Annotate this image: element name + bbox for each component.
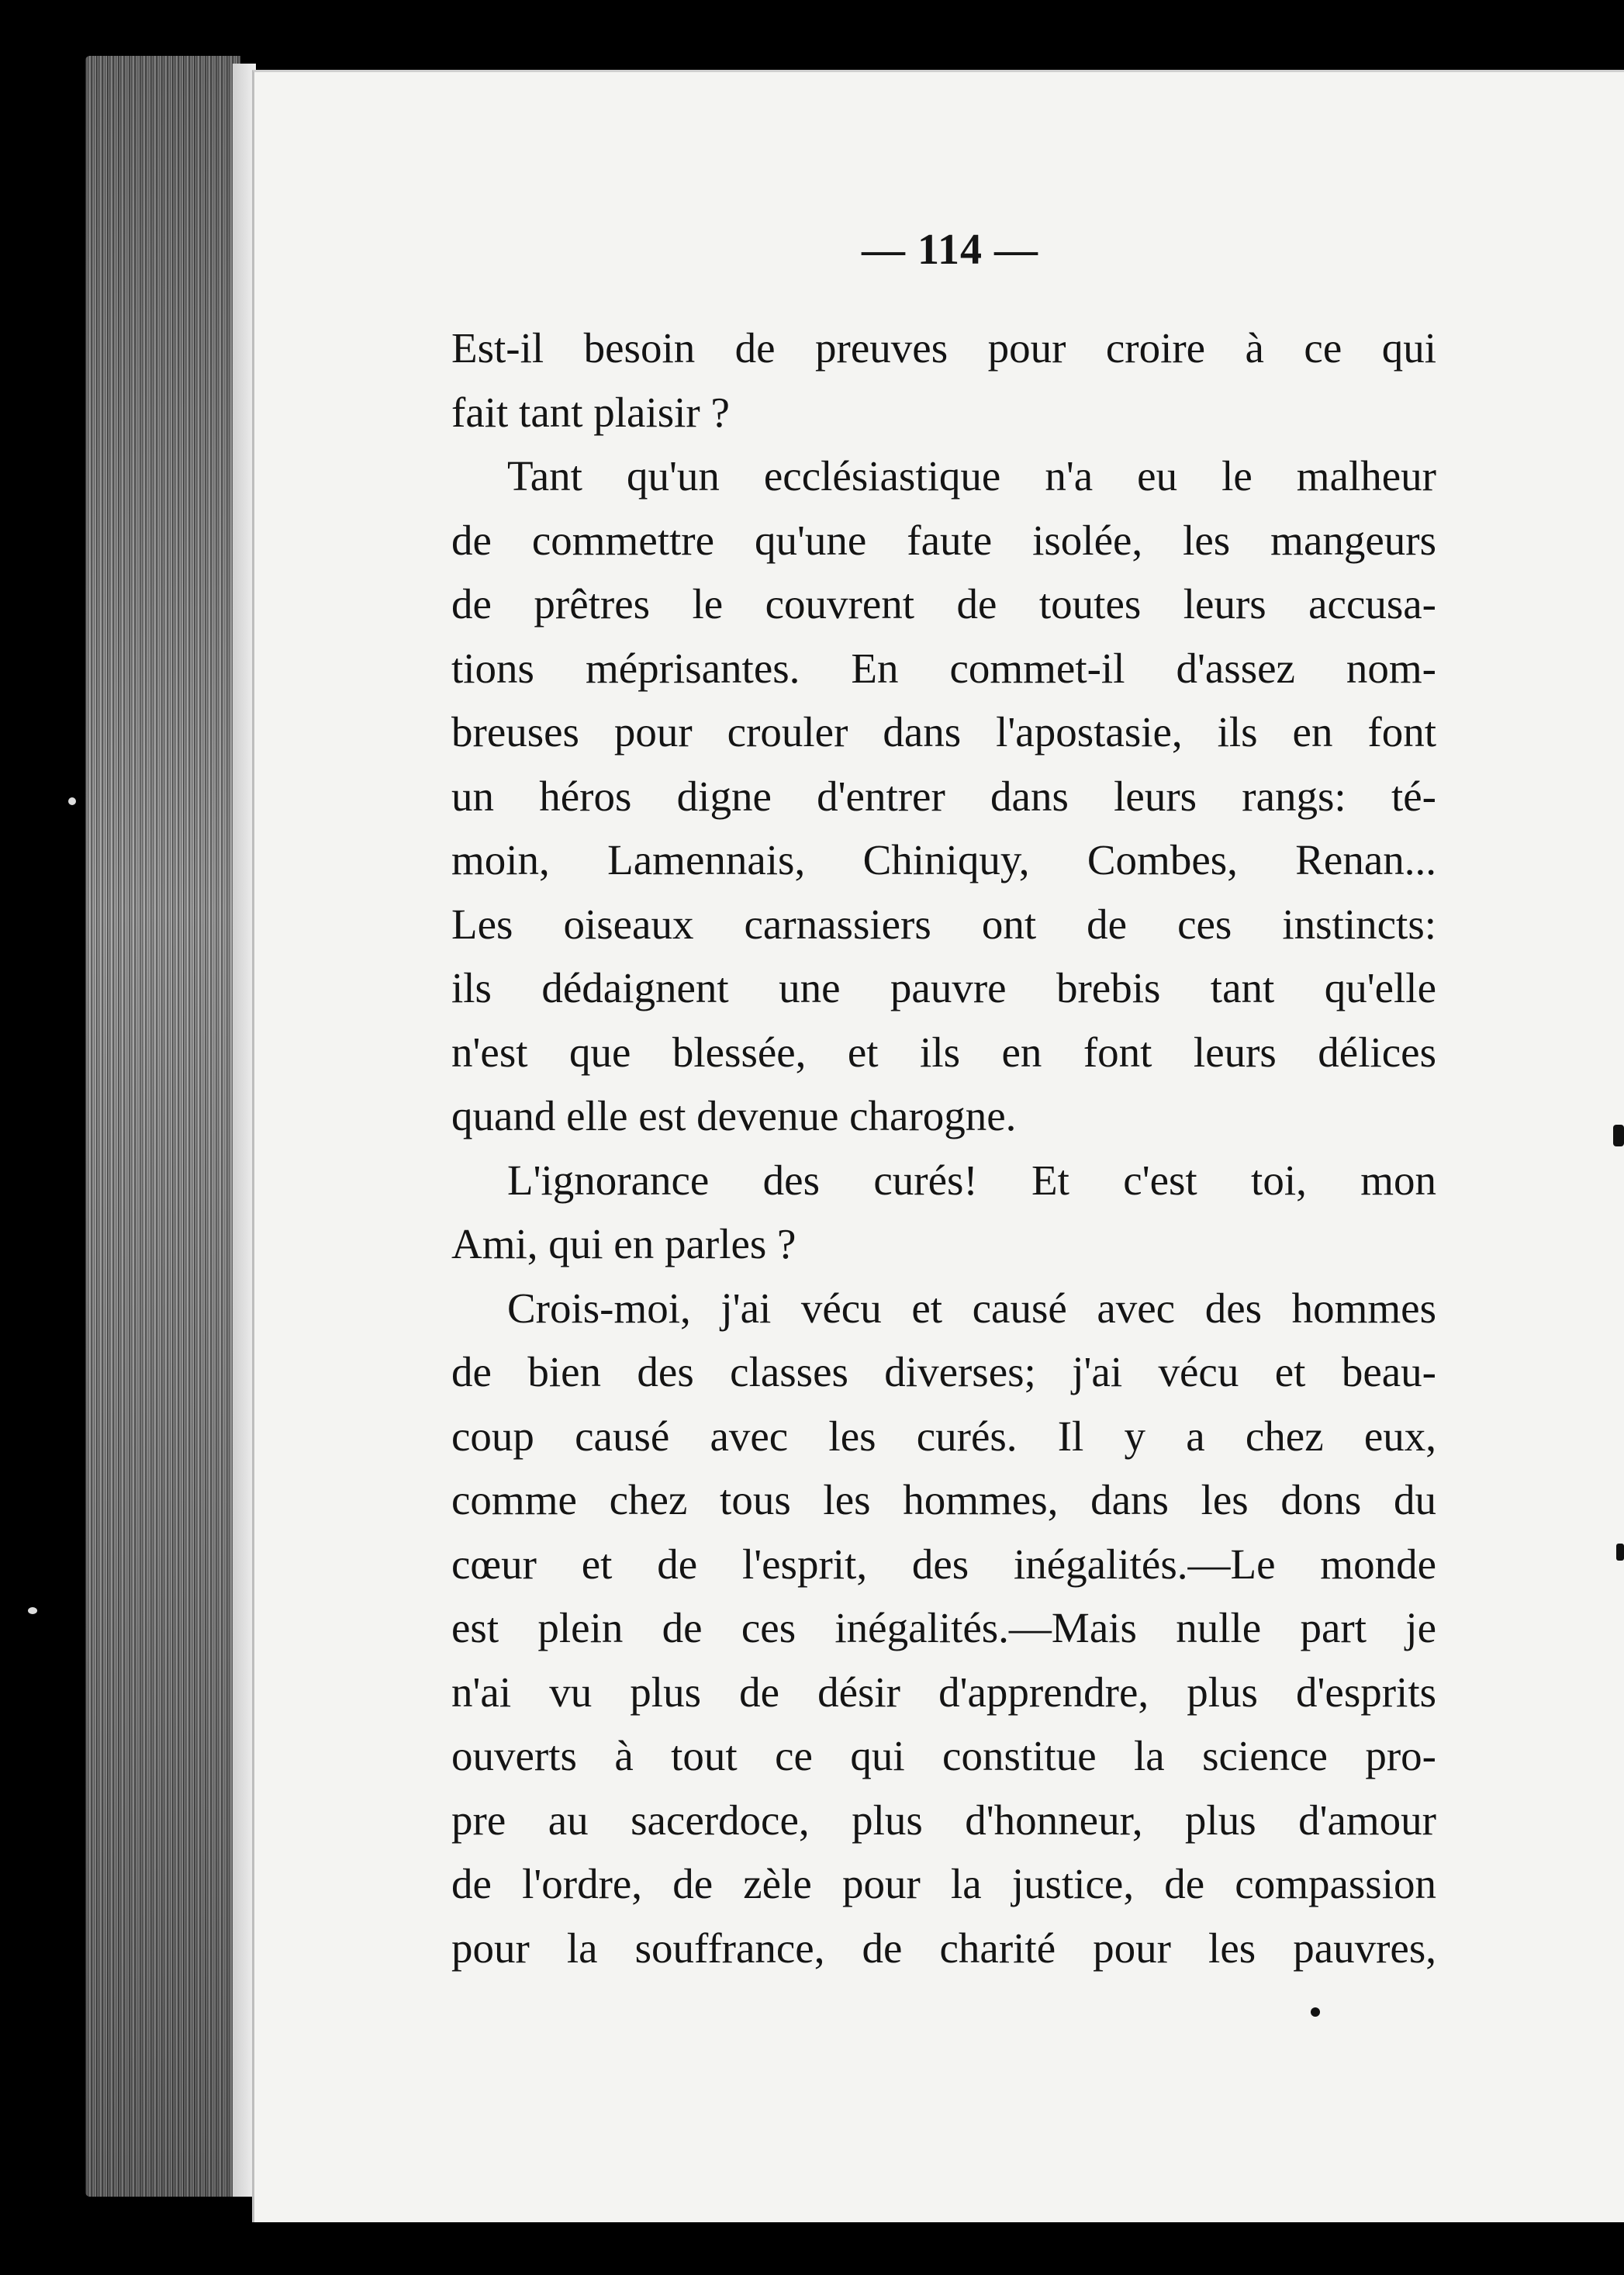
text-line: Ami, qui en parles ? bbox=[451, 1220, 796, 1267]
scan-mark bbox=[1616, 1544, 1624, 1561]
text-line: comme chez tous les hommes, dans les dons du bbox=[451, 1476, 1436, 1523]
text-line: de l'ordre, de zèle pour la justice, de compassion bbox=[451, 1860, 1436, 1907]
text-line: de bien des classes diverses; j'ai vécu et beau- bbox=[451, 1348, 1436, 1395]
text-line: ouverts à tout ce qui constitue la science pro- bbox=[451, 1732, 1436, 1779]
paragraph-4 bbox=[451, 1277, 1436, 1981]
text-line: de prêtres le couvrent de toutes leurs accusa- bbox=[451, 580, 1436, 628]
text-line: breuses pour crouler dans l'apostasie, ils en font bbox=[451, 708, 1436, 755]
text-line: pour la souffrance, de charité pour les pauvres, bbox=[451, 1924, 1436, 1972]
text-line: n'est que blessée, et ils en font leurs délices bbox=[451, 1028, 1436, 1076]
body-text bbox=[451, 316, 1436, 1980]
scan-speck bbox=[68, 797, 76, 805]
paragraph-2 bbox=[451, 444, 1436, 1149]
text-line: est plein de ces inégalités.—Mais nulle part je bbox=[451, 1604, 1436, 1651]
text-line: fait tant plaisir ? bbox=[451, 388, 730, 436]
text-line: ils dédaignent une pauvre brebis tant qu'elle bbox=[451, 964, 1436, 1011]
paragraph-1 bbox=[451, 316, 1436, 444]
text-line: pre au sacerdoce, plus d'honneur, plus d'amour bbox=[451, 1796, 1436, 1844]
scan-mark bbox=[1613, 1125, 1624, 1146]
scan-speck bbox=[28, 1607, 37, 1614]
text-line: Est-il besoin de preuves pour croire à ce qui bbox=[451, 324, 1436, 372]
text-line: L'ignorance des curés! Et c'est toi, mon bbox=[507, 1156, 1436, 1204]
text-line: moin, Lamennais, Chiniquy, Combes, Renan... bbox=[451, 836, 1436, 883]
text-line: quand elle est devenue charogne. bbox=[451, 1092, 1017, 1139]
ink-speck bbox=[1311, 2007, 1320, 2017]
paragraph-3 bbox=[451, 1149, 1436, 1277]
text-line: Tant qu'un ecclésiastique n'a eu le malheur bbox=[507, 452, 1436, 500]
text-line: Crois-moi, j'ai vécu et causé avec des hommes bbox=[507, 1284, 1436, 1332]
book-page-edges bbox=[85, 56, 240, 2197]
text-line: un héros digne d'entrer dans leurs rangs: té- bbox=[451, 772, 1436, 820]
text-line: Les oiseaux carnassiers ont de ces instincts: bbox=[451, 900, 1436, 948]
text-line: tions méprisantes. En commet-il d'assez nom- bbox=[451, 644, 1436, 692]
text-line: n'ai vu plus de désir d'apprendre, plus d'esprits bbox=[451, 1668, 1436, 1716]
text-line: coup causé avec les curés. Il y a chez eux, bbox=[451, 1412, 1436, 1460]
text-line: de commettre qu'une faute isolée, les mangeurs bbox=[451, 516, 1436, 564]
page-number: — 114 — bbox=[862, 226, 1038, 274]
text-line: cœur et de l'esprit, des inégalités.—Le monde bbox=[451, 1540, 1436, 1588]
